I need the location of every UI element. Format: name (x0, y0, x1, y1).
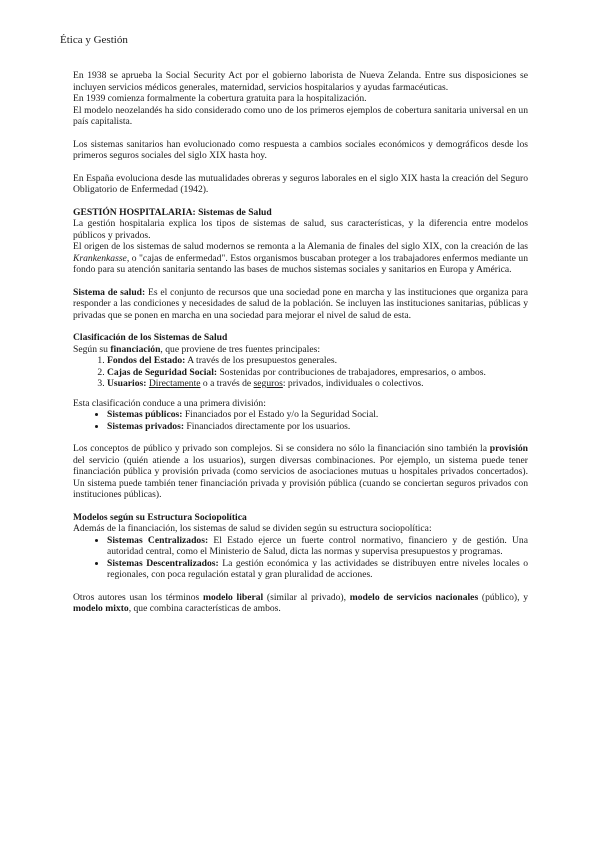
definition-paragraph: Sistema de salud: Es el conjunto de recursos que una sociedad pone en marcha y las instituciones que organiza para responder a las condiciones y necesidades de salud de la población. Se incluyen las instituciones sanitarias, públicas y privadas que se ponen en marcha en una sociedad para mejorar el nivel de salud de esta. (73, 286, 528, 321)
list-item: • Sistemas Descentralizados: La gestión económica y las actividades se distribuyen entre niveles locales o regionales, con poca regulación estatal y gran pluralidad de acciones. (107, 558, 528, 581)
intro-paragraph: En 1939 comienza formalmente la cobertura gratuita para la hospitalización. (73, 93, 367, 104)
section-heading: Clasificación de los Sistemas de Salud (73, 332, 228, 343)
paragraph: Además de la financiación, los sistemas de salud se dividen según su estructura sociopolítica: (73, 523, 432, 534)
paragraph: El origen de los sistemas de salud modernos se remonta a la Alemania de finales del siglo XIX, con la creación de las Krankenkasse, o "cajas de enfermedad". Estos organismos buscaban proteger a los trabajadores enfermos mediante un fondo para su atención sanitaria sentando las bases de muchos sistemas sociales y sanitarios en Europa y América. (73, 241, 528, 275)
page-header: Ética y Gestión (60, 34, 128, 46)
list-item: • Sistemas privados: Financiados directamente por los usuarios. (107, 421, 528, 433)
intro-paragraph: En España evoluciona desde las mutualidades obreras y seguros laborales en el siglo XIX hasta la creación del Seguro Obligatorio de Enfermedad (1942). (73, 172, 528, 195)
paragraph: Los conceptos de público y privado son complejos. Si se considera no sólo la financiación sino también la provisión del servicio (quién atiende a los usuarios), surgen diversas combinaciones. Por ejemplo, un sistema puede tener financiación pública y provisión privada (como servicios de asociaciones mutuas u hospitales privados concertados). Un sistema puede también tener financiación privada y provisión pública (cuando se conciertan seguros privados con instituciones públicas). (73, 443, 528, 500)
paragraph: Esta clasificación conduce a una primera división: (73, 397, 266, 409)
intro-paragraph: El modelo neozelandés ha sido considerado como uno de los primeros ejemplos de cobertura sanitaria universal en un país capitalista. (73, 104, 528, 127)
list-item: 1. Fondos del Estado: A través de los presupuestos generales. (107, 355, 528, 367)
list-item: 2. Cajas de Seguridad Social: Sostenidas por contribuciones de trabajadores, empresarios, o ambos. (107, 367, 528, 379)
document-body (73, 70, 528, 615)
division-list (73, 409, 528, 432)
paragraph: Según su financiación, que proviene de tres fuentes principales: (73, 343, 320, 355)
list-item: 3. Usuarios: Directamente o a través de seguros: privados, individuales o colectivos. (107, 378, 528, 390)
models-list (73, 535, 528, 581)
section-heading: GESTIÓN HOSPITALARIA: Sistemas de Salud (73, 206, 272, 218)
closing-paragraph: Otros autores usan los términos modelo liberal (similar al privado), modelo de servicios nacionales (público), y modelo mixto, que combina características de ambos. (73, 591, 528, 614)
section-heading: Modelos según su Estructura Sociopolítica (73, 511, 247, 523)
list-item: • Sistemas Centralizados: El Estado ejerce un fuerte control normativo, financiero y de gestión. Una autoridad central, como el Ministerio de Salud, dicta las normas y supervisa presupuestos y programas. (107, 535, 528, 558)
paragraph: La gestión hospitalaria explica los tipos de sistemas de salud, sus características, y la diferencia entre modelos públicos y privados. (73, 218, 528, 241)
financing-list (73, 355, 528, 390)
intro-paragraph: Los sistemas sanitarios han evolucionado como respuesta a cambios sociales económicos y demográficos desde los primeros seguros sociales del siglo XIX hasta hoy. (73, 138, 528, 161)
list-item: • Sistemas públicos: Financiados por el Estado y/o la Seguridad Social. (107, 409, 528, 421)
intro-paragraph: En 1938 se aprueba la Social Security Act por el gobierno laborista de Nueva Zelanda. Entre sus disposiciones se incluyen servicios médicos generales, maternidad, servicios hospitalarios y ayudas farmacéuticas. (73, 70, 528, 93)
